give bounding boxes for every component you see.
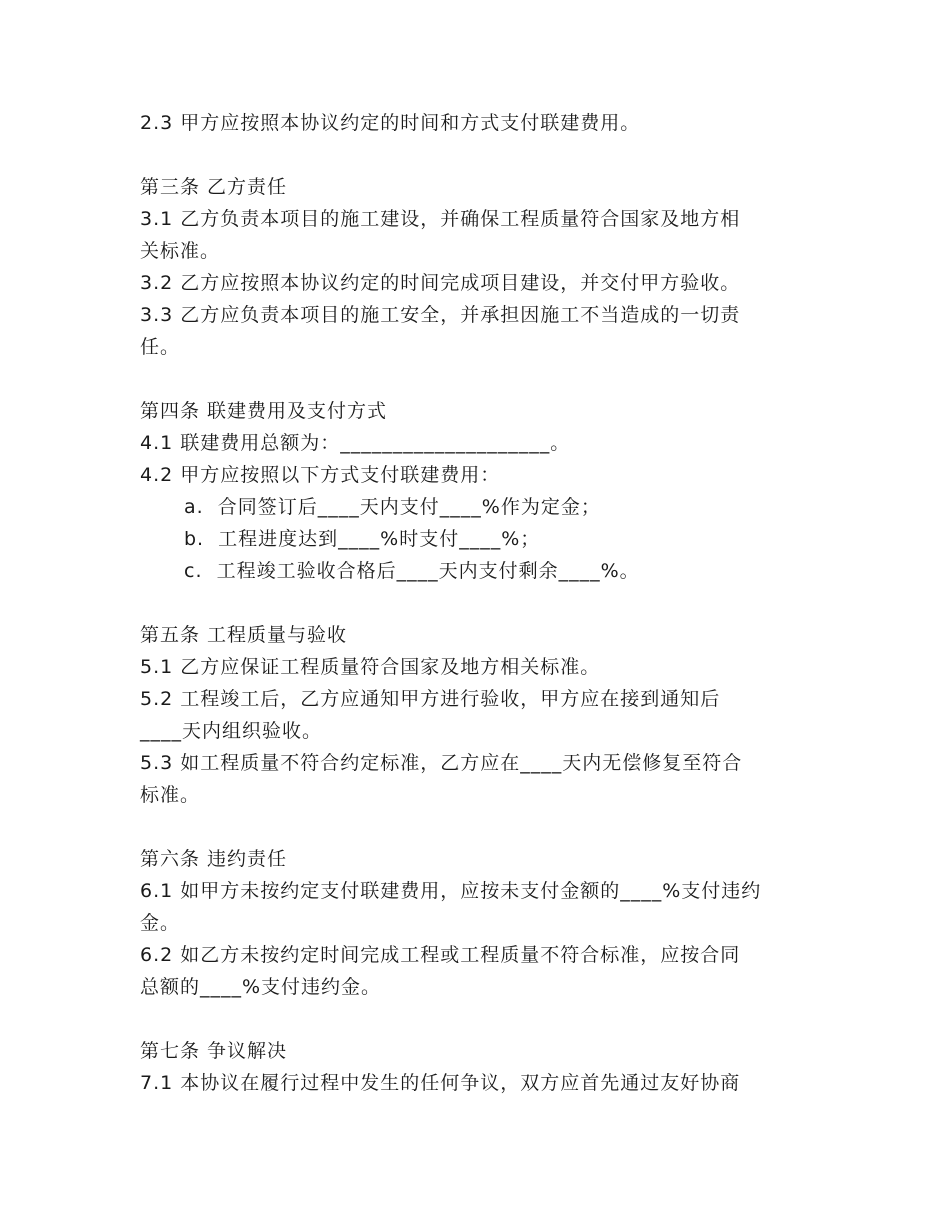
clause-3-1-cont: 关标准。	[140, 240, 221, 262]
clause-5-1: 5.1 乙方应保证工程质量符合国家及地方相关标准。	[140, 656, 601, 678]
section-heading: 第六条 违约责任	[140, 848, 288, 870]
payment-item-a: a. 合同签订后____天内支付____%作为定金；	[184, 496, 601, 518]
section-6	[140, 843, 820, 1003]
section-7	[140, 1035, 820, 1099]
paragraph-gap	[140, 363, 820, 395]
clause-5-3-cont: 标准。	[140, 784, 201, 806]
document-body	[140, 107, 820, 1099]
paragraph-gap	[140, 1003, 820, 1035]
paragraph-gap	[140, 587, 820, 619]
clause-4-2: 4.2 甲方应按照以下方式支付联建费用：	[140, 464, 501, 486]
clause-4-1: 4.1 联建费用总额为：____________________。	[140, 432, 571, 454]
paragraph-gap	[140, 811, 820, 843]
paragraph-gap	[140, 139, 820, 171]
section-3	[140, 171, 820, 363]
clause-3-1: 3.1 乙方负责本项目的施工建设，并确保工程质量符合国家及地方相	[140, 208, 741, 230]
section-heading: 第四条 联建费用及支付方式	[140, 400, 388, 422]
clause-7-1: 7.1 本协议在履行过程中发生的任何争议，双方应首先通过友好协商	[140, 1072, 741, 1094]
payment-item-b: b. 工程进度达到____%时支付____%；	[184, 528, 541, 550]
section-2	[140, 107, 820, 139]
section-heading: 第三条 乙方责任	[140, 176, 288, 198]
clause-3-2: 3.2 乙方应按照本协议约定的时间完成项目建设，并交付甲方验收。	[140, 272, 741, 294]
clause-6-1: 6.1 如甲方未按约定支付联建费用，应按未支付金额的____%支付违约	[140, 880, 762, 902]
clause-3-3: 3.3 乙方应负责本项目的施工安全，并承担因施工不当造成的一切责	[140, 304, 741, 326]
clause-6-2: 6.2 如乙方未按约定时间完成工程或工程质量不符合标准，应按合同	[140, 944, 741, 966]
clause-2-3: 2.3 甲方应按照本协议约定的时间和方式支付联建费用。	[140, 112, 641, 134]
section-4	[140, 395, 820, 587]
clause-5-2-cont: ____天内组织验收。	[140, 720, 323, 742]
clause-6-2-cont: 总额的____%支付违约金。	[140, 976, 382, 998]
section-heading: 第五条 工程质量与验收	[140, 624, 348, 646]
clause-5-2: 5.2 工程竣工后，乙方应通知甲方进行验收，甲方应在接到通知后	[140, 688, 721, 710]
clause-3-3-cont: 任。	[140, 336, 181, 358]
clause-6-1-cont: 金。	[140, 912, 181, 934]
section-heading: 第七条 争议解决	[140, 1040, 288, 1062]
payment-item-c: c. 工程竣工验收合格后____天内支付剩余____%。	[184, 560, 640, 582]
clause-5-3: 5.3 如工程质量不符合约定标准，乙方应在____天内无偿修复至符合	[140, 752, 743, 774]
section-5	[140, 619, 820, 811]
